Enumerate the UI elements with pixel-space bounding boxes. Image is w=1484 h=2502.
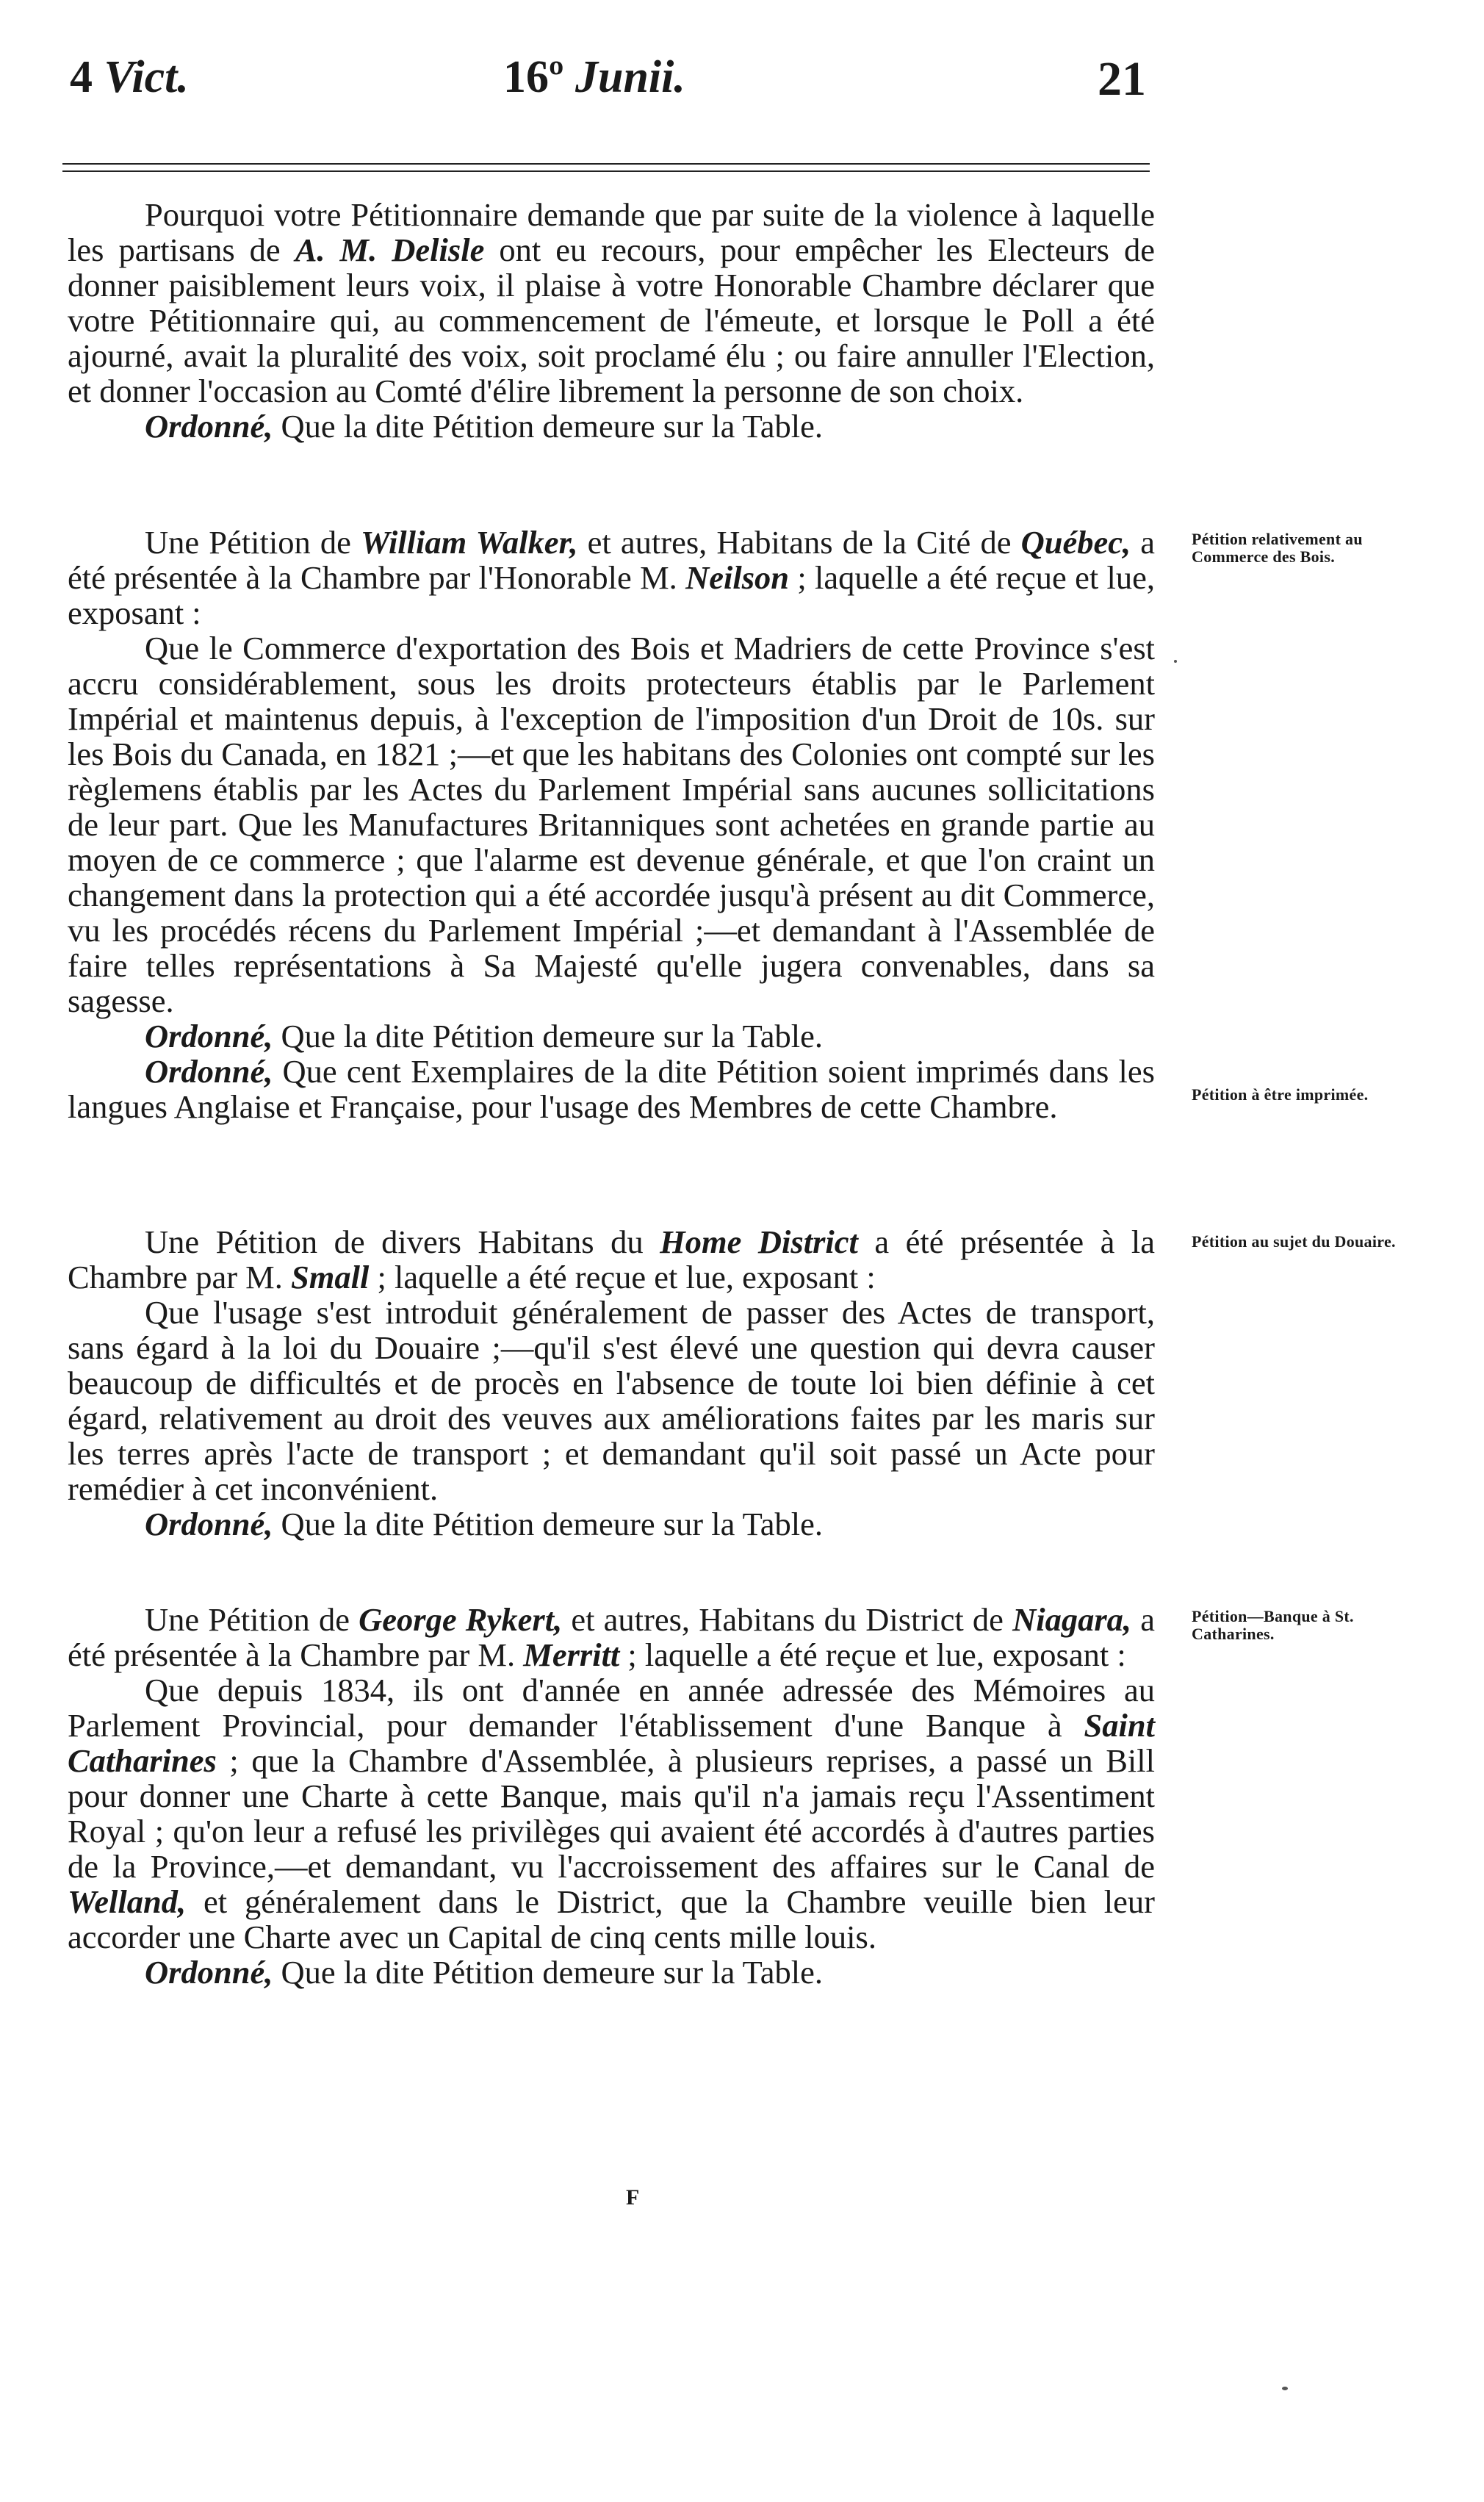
order-line: Ordonné, Que cent Exemplaires de la dite Pétition soient imprimés dans les langues Anglaise et Française, pour l'usage des Membres de cette Chambre. — [68, 1053, 1155, 1125]
order-line: Ordonné, Que la dite Pétition demeure sur la Table. — [145, 1506, 823, 1542]
running-header — [70, 51, 1146, 110]
page-number: 21 — [1098, 52, 1146, 106]
paragraph: Une Pétition de George Rykert, et autres, Habitans du District de Niagara, a été présentée à la Chambre par M. Merritt ; laquelle a été reçue et lue, exposant : — [68, 1601, 1155, 1673]
order-line: Ordonné, Que la dite Pétition demeure sur la Table. — [145, 408, 823, 445]
header-rule-bottom — [62, 170, 1150, 172]
paragraph: Une Pétition de divers Habitans du Home District a été présentée à la Chambre par M. Small ; laquelle a été reçue et lue, exposant : — [68, 1223, 1155, 1295]
petition-walker — [68, 525, 1155, 1124]
petition-home-district — [68, 1224, 1155, 1542]
order-line: Ordonné, Que la dite Pétition demeure sur la Table. — [145, 1018, 823, 1054]
margin-note-commerce: Pétition relativement au Commerce des Bois. — [1192, 530, 1363, 566]
print-speck — [1282, 2387, 1288, 2390]
paragraph: Pourquoi votre Pétitionnaire demande que par suite de la violence à laquelle les partisans de A. M. Delisle ont eu recours, pour empêcher les Electeurs de donner paisiblement leurs voix, il plaise à votre Honorable Chambre déclarer que votre Pétitionnaire qui, au commencement de l'émeute, et lorsque le Poll a été ajourné, avait la pluralité des voix, soit proclamé élu ; ou faire annuller l'Election, et donner l'occasion au Comté d'élire librement la personne de son choix. — [68, 196, 1156, 409]
session-date: 16º Junii. — [503, 52, 685, 102]
margin-note-banque: Pétition—Banque à St. Catharines. — [1192, 1607, 1354, 1643]
paragraph: Que depuis 1834, ils ont d'année en année adressée des Mémoires au Parlement Provincial, pour demander l'établissement d'une Banque à Saint Catharines ; que la Chambre d'Assemblée, à plusieurs reprises, a passé un Bill pour donner une Charte à cette Banque, mais qu'il n'a jamais reçu l'Assentiment Royal ; qu'on leur a refusé les privilèges qui avaient été accordés à d'autres parties de la Province,—et demandant, vu l'accroissement des affaires sur le Canal de Welland, et généralement dans le District, que la Chambre veuille bien leur accorder une Charte avec un Capital de cinq cents mille louis. — [68, 1672, 1155, 1955]
regnal-year: 4 Vict. — [70, 52, 189, 102]
margin-note-douaire: Pétition au sujet du Douaire. — [1192, 1232, 1396, 1251]
header-rule-top — [62, 163, 1150, 165]
order-line: Ordonné, Que la dite Pétition demeure sur la Table. — [145, 1954, 823, 1991]
print-speck — [1174, 660, 1177, 663]
margin-note-imprimee: Pétition à être imprimée. — [1192, 1085, 1369, 1104]
petition-conclusion — [68, 197, 1155, 444]
paragraph: Une Pétition de William Walker, et autres, Habitans de la Cité de Québec, a été présentée à la Chambre par l'Honorable M. Neilson ; laquelle a été reçue et lue, exposant : — [68, 524, 1156, 631]
petition-rykert — [68, 1602, 1155, 1990]
paragraph: Que le Commerce d'exportation des Bois et Madriers de cette Province s'est accru considérablement, sous les droits protecteurs établis par le Parlement Impérial et maintenus depuis, à l'exception de l'imposition d'un Droit de 10s. sur les Bois du Canada, en 1821 ;—et que les habitans des Colonies ont compté sur les règlemens établis par les Actes du Parlement Impérial sans aucunes sollicitations de leur part. Que les Manufactures Britanniques sont achetées en grande partie au moyen de ce commerce ; que l'alarme est devenue générale, et que l'on craint un changement dans la protection qui a été accordée jusqu'à présent au dit Commerce, vu les procédés récens du Parlement Impérial ;—et demandant à l'Assemblée de faire telles représentations à Sa Majesté qu'elle jugera convenables, dans sa sagesse. — [68, 630, 1155, 1019]
paragraph: Que l'usage s'est introduit généralement de passer des Actes de transport, sans égard à la loi du Douaire ;—qu'il s'est élevé une question qui devra causer beaucoup de difficultés et de procès en l'absence de toute loi bien définie à cet égard, relativement au droit des veuves aux améliorations faites par les maris sur les terres après l'acte de transport ; et demandant qu'il soit passé un Acte pour remédier à cet inconvénient. — [68, 1294, 1155, 1507]
signature-mark: F — [626, 2185, 640, 2210]
